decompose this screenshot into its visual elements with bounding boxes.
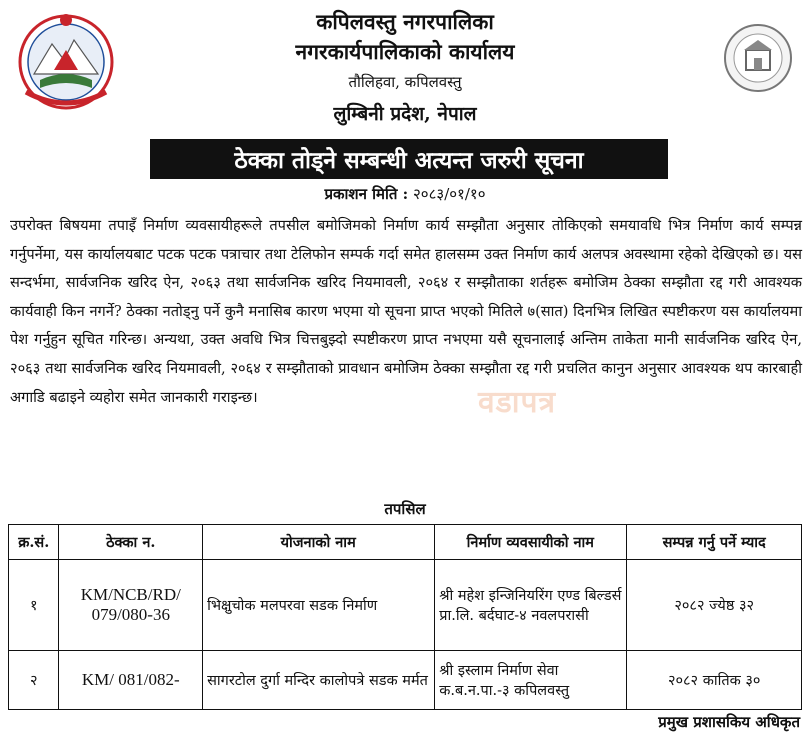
schedule-heading: तपसिल [384,500,426,518]
letterhead [0,0,810,132]
notice-title-banner: ठेक्का तोड्ने सम्बन्धी अत्यन्त जरुरी सूचना [150,139,668,179]
cell-contractor: श्री इस्लाम निर्माण सेवा क.ब.न.पा.-३ कपिलवस्तु [435,651,627,710]
office-address: तौलिहवा, कपिलवस्तु [348,73,462,91]
cell-sn: २ [9,651,59,710]
signatory-title: प्रमुख प्रशासकिय अधिकृत [658,713,800,731]
table-header-row [9,525,802,560]
cell-project: भिक्षुचोक मलपरवा सडक निर्माण [203,560,435,651]
province-country: लुम्बिनी प्रदेश, नेपाल [333,103,477,125]
cell-deadline: २०८२ ज्येष्ठ ३२ [627,560,802,651]
table-row [9,560,802,651]
col-header-project: योजनाको नाम [203,525,435,560]
cell-sn: १ [9,560,59,651]
contract-no-line1: KM/ 081/082- [81,670,180,689]
publication-date [0,184,810,204]
col-header-contractor: निर्माण व्यवसायीको नाम [435,525,627,560]
contracts-table [8,524,802,710]
col-header-contract-no: ठेक्का न. [59,525,203,560]
office-name: नगरकार्यपालिकाको कार्यालय [295,39,515,64]
cell-contract-no [59,651,203,710]
publication-date-label: प्रकाशन मिति : [324,185,409,203]
publication-date-value: २०८३/०१/१० [413,185,486,203]
table-row [9,651,802,710]
municipality-logo-icon [722,22,794,94]
contract-no-line2: 079/080-36 [91,605,170,624]
col-header-deadline: सम्पन्न गर्नु पर्ने म्याद [627,525,802,560]
contract-no-line1: KM/NCB/RD/ [80,585,181,604]
cell-project: सागरटोल दुर्गा मन्दिर कालोपत्रे सडक मर्मत [203,651,435,710]
cell-deadline: २०८२ कातिक ३० [627,651,802,710]
watermark: वडापत्र [478,385,557,420]
cell-contractor: श्री महेश इन्जिनियरिंग एण्ड बिल्डर्स प्रा.लि. बर्दघाट-४ नवलपरासी [435,560,627,651]
municipality-name: कपिलवस्तु नगरपालिका [316,9,494,34]
notice-body: उपरोक्त बिषयमा तपाइँ निर्माण व्यवसायीहरूले तपसील बमोजिमको निर्माण कार्य सम्झौता अनुसार तोकिएको समयावधि भित्र निर्माण कार्य सम्पन्न गर्नुपर्नेमा, यस कार्यालयबाट पटक पटक पत्राचार तथा टेलिफोन सम्पर्क गर्दा समेत हालसम्म उक्त निर्माण कार्य अलपत्र अवस्थामा रहेको देखिएको छ। यस सन्दर्भमा, सार्वजनिक खरिद ऐन, २०६३ तथा सार्वजनिक खरिद नियमावली, २०६४ र सम्झौताका शर्तहरू बमोजिम ठेक्का सम्झौता रद्द गरी आवश्यक कार्यवाही किन नगर्ने? ठेक्का नतोड्नु पर्ने कुनै मनासिब कारण भएमा यो सूचना प्राप्त भएको मितिले ७(सात) दिनभित्र लिखित स्पष्टीकरण यस कार्यालयमा पेश गर्नुहुन सूचित गरिन्छ। अन्यथा, उक्त अवधि भित्र चित्तबुझ्दो स्पष्टीकरण प्राप्त नभएमा यसै सूचनालाई अन्तिम ताकेता मानी सार्वजनिक खरिद ऐन, २०६३ तथा सार्वजनिक खरिद नियमावली, २०६४ र सम्झौताको प्रावधान बमोजिम ठेक्का सम्झौता रद्द गरी प्रचलित कानुन अनुसार आवश्यक थप कारबाही अगाडि बढाइने व्यहोरा समेत जानकारी गराइन्छ। [10,217,802,406]
cell-contract-no [59,560,203,651]
col-header-sn: क्र.सं. [9,525,59,560]
